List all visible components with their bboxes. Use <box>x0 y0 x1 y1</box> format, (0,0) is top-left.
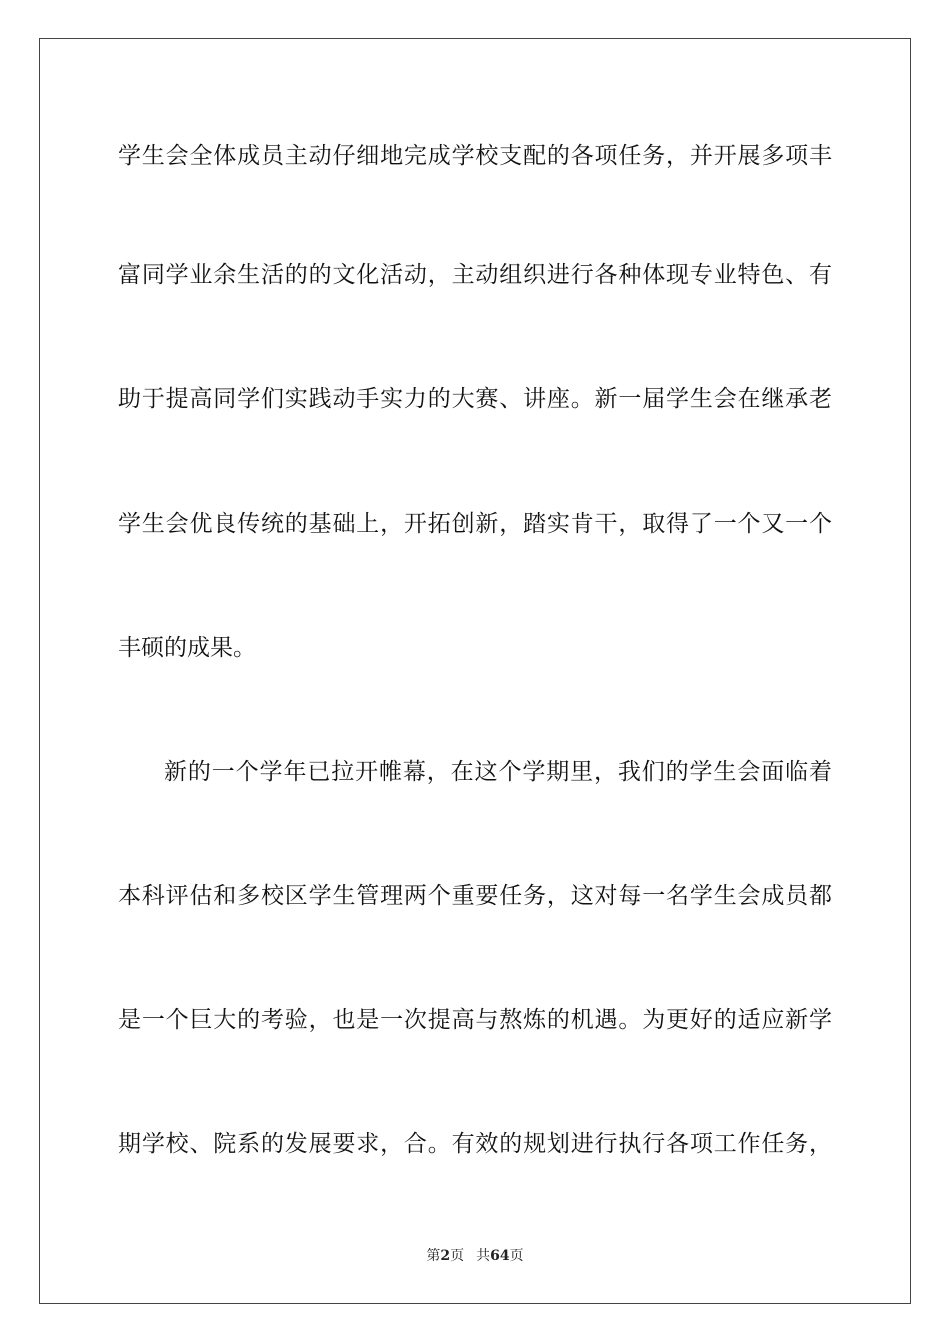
text-line: 学生会全体成员主动仔细地完成学校支配的各项任务，并开展多项丰 <box>118 143 832 169</box>
text-line: 是一个巨大的考验，也是一次提高与熬炼的机遇。为更好的适应新学 <box>118 1007 832 1033</box>
text-line: 学生会优良传统的基础上，开拓创新，踏实肯干，取得了一个又一个 <box>118 511 832 537</box>
text-line: 富同学业余生活的的文化活动，主动组织进行各种体现专业特色、有 <box>118 262 832 288</box>
page-suffix: 页 <box>450 1248 465 1264</box>
total-prefix: 共 <box>476 1248 491 1264</box>
text-line: 助于提高同学们实践动手实力的大赛、讲座。新一届学生会在继承老 <box>118 386 832 412</box>
total-suffix: 页 <box>509 1248 524 1264</box>
page-border <box>39 38 911 1304</box>
text-line: 新的一个学年已拉开帷幕，在这个学期里，我们的学生会面临着 <box>164 759 832 785</box>
page-footer <box>0 1247 950 1265</box>
total-pages: 64 <box>490 1248 510 1264</box>
text-line: 本科评估和多校区学生管理两个重要任务，这对每一名学生会成员都 <box>118 883 832 909</box>
page-prefix: 第 <box>426 1248 441 1264</box>
text-line: 期学校、院系的发展要求，合。有效的规划进行执行各项工作任务， <box>118 1131 832 1157</box>
text-line: 丰硕的成果。 <box>118 635 256 661</box>
page-number: 2 <box>440 1248 451 1264</box>
